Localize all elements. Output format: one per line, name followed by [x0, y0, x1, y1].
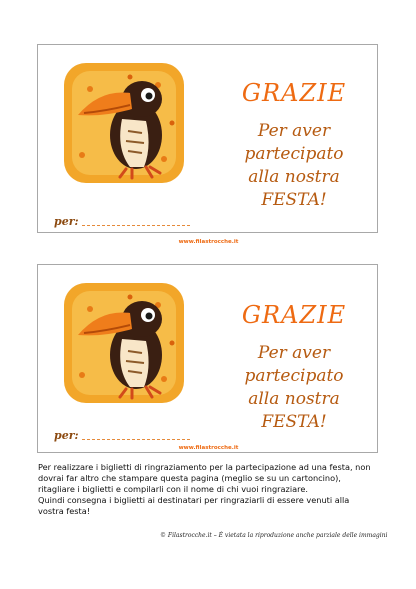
site-url: www.filastrocche.it [178, 239, 239, 245]
toucan-illustration [60, 59, 188, 187]
thanks-line: FESTA! [261, 412, 327, 432]
thanks-line: alla nostra [248, 167, 340, 187]
per-label: per: [54, 429, 79, 442]
instruction-line: vostra festa! [38, 506, 91, 516]
thanks-text [224, 301, 364, 434]
thank-you-card [37, 264, 378, 453]
thanks-line: partecipato [244, 144, 344, 164]
per-label: per: [54, 215, 79, 228]
toucan-illustration [60, 279, 188, 407]
copyright-notice: © Filastrocche.it – È vietata la riproduzione anche parziale delle immagini [160, 532, 388, 539]
site-url: www.filastrocche.it [178, 445, 239, 451]
thanks-line: Per aver [257, 343, 331, 363]
instructions-paragraph [38, 462, 383, 517]
thanks-line: alla nostra [248, 389, 340, 409]
instruction-line: Quindi consegna i biglietti ai destinatari per ringraziarli di essere venuti alla [38, 495, 350, 505]
instruction-line: dovrai far altro che stampare questa pagina (meglio se su un cartoncino), [38, 473, 341, 483]
instruction-line: Per realizzare i biglietti di ringraziamento per la partecipazione ad una festa, non [38, 462, 371, 472]
instruction-line: ritagliare i biglietti e compilarli con il nome di chi vuoi ringraziare. [38, 484, 308, 494]
grazie-heading: GRAZIE [241, 301, 347, 329]
thanks-line: FESTA! [261, 190, 327, 210]
grazie-heading: GRAZIE [241, 79, 347, 107]
recipient-name-line[interactable] [82, 439, 190, 440]
thanks-line: partecipato [244, 366, 344, 386]
thanks-text [224, 79, 364, 212]
recipient-name-line[interactable] [82, 225, 190, 226]
thank-you-card [37, 44, 378, 245]
thanks-line: Per aver [257, 121, 331, 141]
